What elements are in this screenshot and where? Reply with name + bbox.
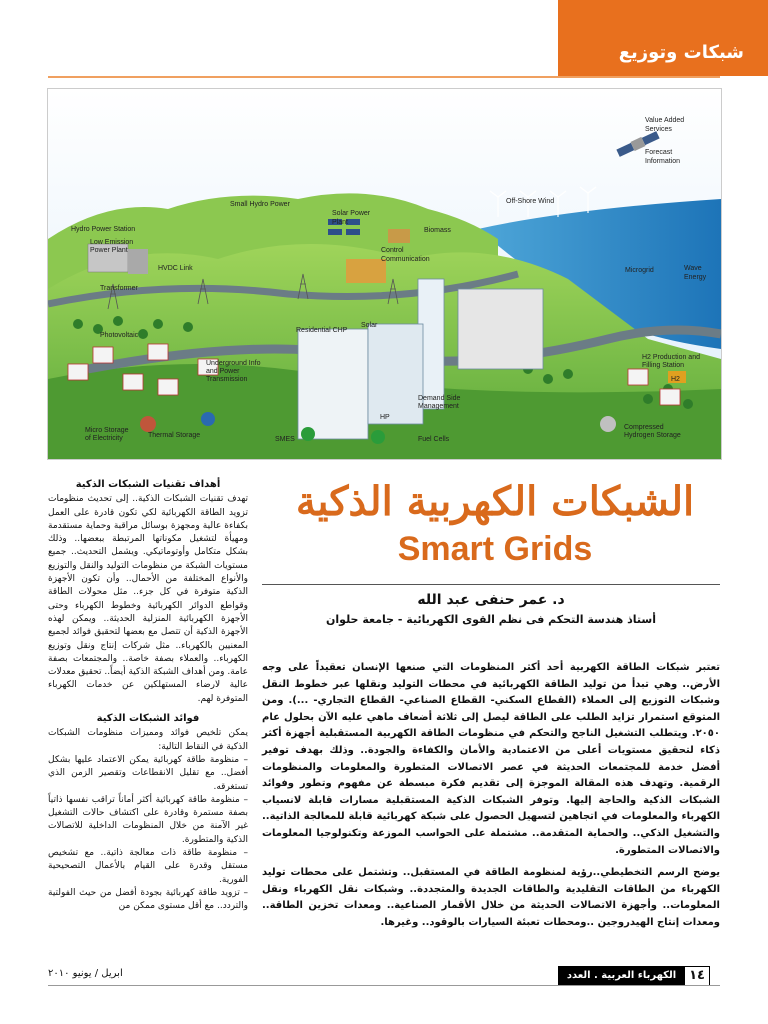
article-paragraph: يوضح الرسم التخطيطي..رؤية لمنظومة الطاقة في المستقبل.. وتشتمل على محطات توليد الكهرباء من الطاقات التقليدية والطاقات الجديدة والمتجددة.. وشبكات نقل الكهرباء ونقل المعلومات.. وأجهزة الاتصالات الحديثة من خلال الأقمار الصناعية.. ومعدات تخزين الطاقة.. ومعدات إنتاج الهيدروجين ..ومحطات تعبئة السيارات بالوقود.. وغيرها.	[262, 867, 720, 928]
label-forecast: Forecast Information	[645, 149, 681, 165]
label-solar: Solar	[361, 322, 378, 329]
label-thermal-storage: Thermal Storage	[148, 432, 201, 439]
label-transformer: Transformer	[100, 285, 138, 292]
footer-rule	[48, 985, 720, 986]
label-hp: HP	[380, 414, 390, 421]
author-name: د. عمر حنفى عبد الله	[417, 592, 565, 608]
section-title: شبكات وتوزيع	[618, 42, 744, 63]
label-low-emission: Low Emission Power Plant	[90, 239, 134, 254]
benefit-item: – منظومة طاقة كهربائية يمكن الاعتماد عليها بشكل أفضل.. مع تقليل الانقطاعات وتقصير الزمن الذي تستغرقه.	[48, 754, 248, 792]
label-residential-chp: Residential CHP	[296, 327, 348, 334]
author-affiliation: أستاذ هندسة التحكم فى نظم القوى الكهربائية - جامعة حلوان	[326, 613, 656, 626]
label-biomass: Biomass	[424, 227, 451, 234]
label-h2-production: H2 Production and Filling Station	[642, 354, 700, 369]
label-value-added: Value Added Services	[645, 117, 685, 133]
label-underground: Underground Info and Power Transmission	[206, 360, 261, 383]
sidebar-column	[48, 478, 248, 914]
label-control-communication: Control Communication	[381, 247, 430, 263]
benefit-item: – منظومة طاقة كهربائية أكثر أماناً تراقب نفسها ذاتياً بصفة مستمرة وقادرة على اكتشاف حالات التشغيل غير الآمنة من خلال المنظومات الداخلية للاتصالات الذكية والمتطورة.	[48, 794, 248, 845]
magazine-issue: الكهرباء العربية . العدد ١٠٠	[559, 967, 684, 985]
footer-page-box	[558, 966, 710, 999]
label-hydro-station: Hydro Power Station	[71, 226, 136, 233]
label-small-hydro: Small Hydro Power	[230, 201, 290, 208]
illustration-svg	[48, 89, 721, 459]
label-demand-side: Demand Side Management	[418, 395, 461, 410]
goals-text: تهدف تقنيات الشبكات الذكية.. إلى تحديث منظومات تزويد الطاقة الكهربائية لكي تكون قادرة على العمل بكفاءة عالية ومجهزة بوسائل مراقبة وحماية مستقدمة ومهيأة لتشغيل مكوناتها المرتبطة ببعضها.. وذلك بشكل متكامل وأوتوماتيكي. ويشمل التحديث.. جميع مستويات الشبكة من منظومات التوليد والنقل والتوزيع والأنواع المختلفة من الأحمال.. وأن تكون الأجهزة الذكية متوفرة في كل جزء.. مثل محولات الطاقة وقواطع الدوائر الكهربائية وخطوط الكهرباء وحتى الأجهزة الكهربائية المنزلية الحديثة.. ويمكن لهذه الأجهزة الذكية أن تتصل مع بعضها لتحقيق فوائد لجميع المعنيين بالكهرباء.. مثل شركات إنتاج ونقل وتوزيع الكهرباء.. والعملاء بصفة خاصة.. والمجتمعات بصفة عامة. ومن أهداف الشبكة الذكية أيضاً.. تحقيق معدلات عالية لارضاء المستهلكين عن خدمات الكهرباء المتوفرة لهم.	[48, 494, 248, 704]
section-tab	[558, 0, 768, 76]
label-microgrid: Microgrid	[625, 267, 654, 274]
goals-heading: أهداف تقنيات الشبكات الذكية	[75, 479, 221, 490]
benefits-intro: يمكن تلخيص فوائد ومميزات منظومات الشبكات الذكية في النقاط التالية:	[48, 728, 248, 752]
benefits-heading: فوائد الشبكات الذكية	[96, 713, 200, 725]
title-divider	[262, 584, 720, 585]
label-fuel-cells: Fuel Cells	[418, 436, 450, 443]
article-body	[262, 660, 720, 938]
label-compressed-h2: Compressed Hydrogen Storage	[624, 424, 681, 439]
label-hvdc: HVDC Link	[158, 265, 193, 272]
label-micro-storage: Micro Storage of Electricity	[85, 427, 129, 442]
label-h2-badge: H2	[671, 376, 680, 383]
label-solar-power-plant: Solar Power Plant	[332, 210, 371, 226]
label-photovoltaic: Photovoltaic	[100, 332, 139, 339]
label-wave-energy: Wave Energy	[684, 265, 707, 281]
article-title-arabic: الشبكات الكهربية الذكية	[295, 478, 695, 525]
benefit-item: – منظومة طاقة ذات معالجة ذاتية.. مع تشخيص مستقل وقدرة على القيام بالأعمال التصحيحية الفورية.	[48, 848, 248, 885]
article-paragraph: تعتبر شبكات الطاقة الكهربية أحد أكثر المنظومات التي صنعها الإنسان تعقيداً على وجه الأرض.. وهي تبدأ من توليد الطاقة الكهربائية في محطات التوليد ونقلها عبر خطوط النقل وشبكات التوزيع إلى العملاء (القطاع السكني- القطاع الصناعي- القطاع التجاري- ...). ومن المتوقع استمرار تزايد الطلب على الطاقة ليصل إلى ثلاثة أضعاف ماهي عليه الآن بحلول عام ٢٠٥٠. ويتطلب التشغيل الناجح والتحكم في منظومات الطاقة الكهربية المستقبلية أجهزة أكثر ذكاء لتحقيق مستويات أعلى من الاعتمادية والأمان والكفاءة والجودة.. وذلك بهدف توفير أفضل خدمة للمجتمعات الحديثة في عصر الاتصالات المتطورة والمعلومات والمنظومات الرقمية. وتهدف هذه المقالة الموجزة إلى تقديم فكرة مبسطة عن مفهوم وتطور وفوائد الشبكات الذكية والحاجة إليها. وتوفر الشبكات الذكية المستقبلية مسارات قابلة لانسياب الكهرباء والمعلومات في اتجاهين لتسهيل الحصول على شبكة كهربائية قابلة للمعالجة الذاتية.. والتشغيل الذكي.. والحماية المتقدمة.. مشتملة على الحواسب الموزعة وتكنولوجيا المعلومات والاتصالات المتطورة.	[262, 662, 720, 856]
smart-grid-illustration	[47, 88, 722, 460]
page-number: ١٤	[684, 967, 709, 985]
issue-date: ابريل / يونيو ٢٠١٠	[48, 968, 123, 979]
benefit-item: – تزويد طاقة كهربائية بجودة أفضل من حيث الفولتية والتردد.. مع أقل مستوى ممكن من	[48, 887, 248, 912]
label-offshore-wind: Off-Shore Wind	[506, 198, 555, 205]
benefits-list	[48, 754, 248, 914]
article-title-english: Smart Grids	[397, 530, 593, 568]
label-smes: SMES	[275, 436, 295, 443]
header-rule	[48, 76, 720, 78]
